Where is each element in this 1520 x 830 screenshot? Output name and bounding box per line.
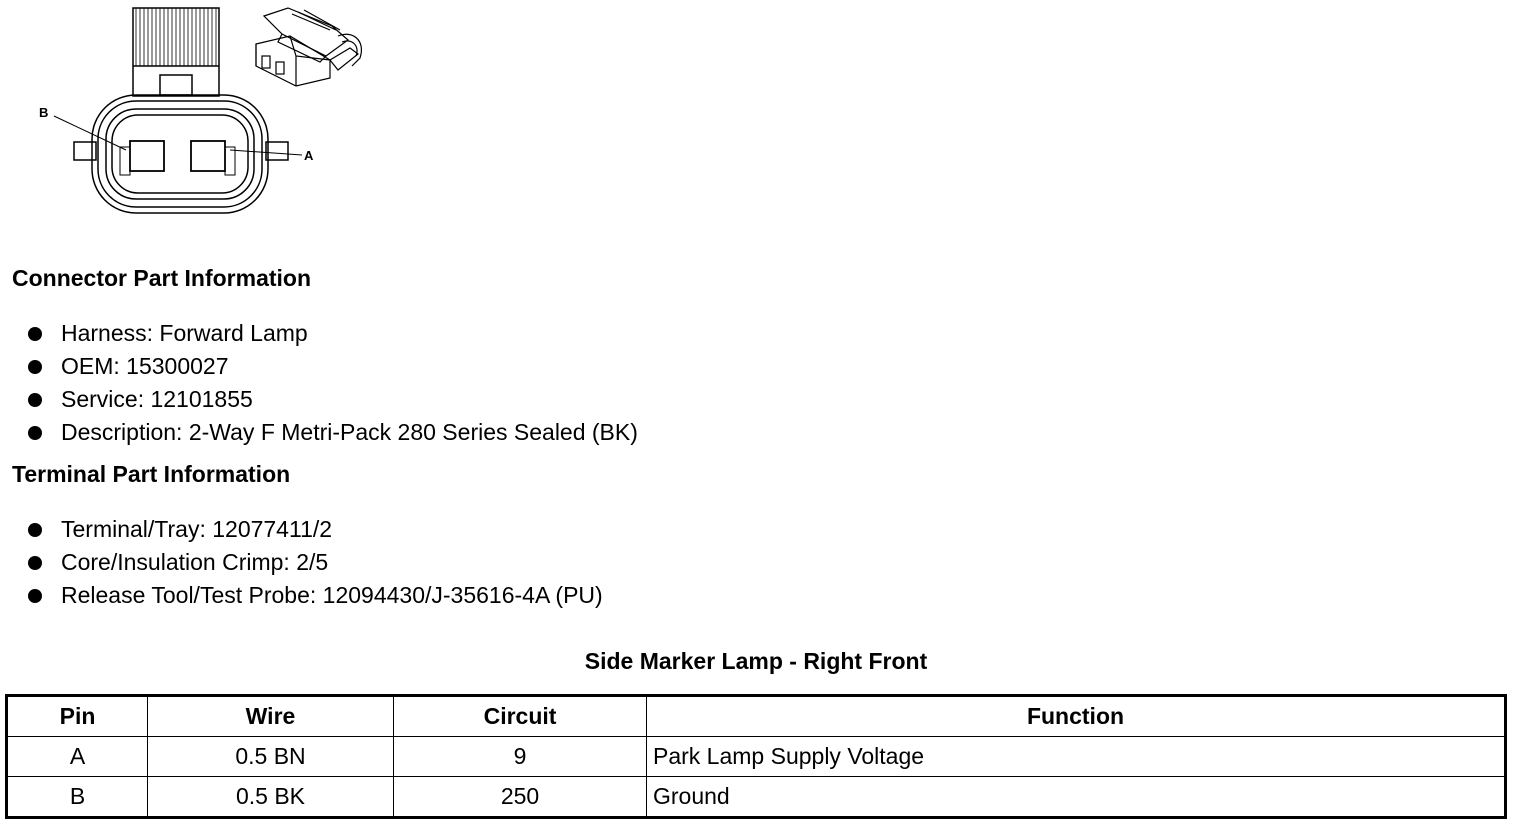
connector-diagram <box>30 0 370 220</box>
table-header-row <box>7 696 1506 737</box>
list-item <box>28 546 603 579</box>
harness-info: Harness: Forward Lamp <box>61 320 308 346</box>
pin-label-b: B <box>39 105 49 120</box>
bullet-icon <box>28 589 42 603</box>
description-info: Description: 2-Way F Metri-Pack 280 Series Sealed (BK) <box>61 419 638 445</box>
connector-isometric-view <box>256 8 361 86</box>
bullet-icon <box>28 393 42 407</box>
circuit-cell: 9 <box>394 737 647 777</box>
connector-face-view <box>54 8 302 213</box>
function-cell: Park Lamp Supply Voltage <box>647 737 1506 777</box>
connector-part-info-list <box>28 317 638 449</box>
terminal-part-info-list <box>28 513 603 612</box>
circuit-cell: 250 <box>394 777 647 818</box>
pin-cell: B <box>7 777 148 818</box>
column-header-circuit: Circuit <box>394 696 647 737</box>
wire-cell: 0.5 BK <box>148 777 394 818</box>
pin-cell: A <box>7 737 148 777</box>
wire-cell: 0.5 BN <box>148 737 394 777</box>
column-header-wire: Wire <box>148 696 394 737</box>
list-item <box>28 416 638 449</box>
bullet-icon <box>28 426 42 440</box>
terminal-tray-info: Terminal/Tray: 12077411/2 <box>61 516 333 542</box>
table-title: Side Marker Lamp - Right Front <box>584 648 928 674</box>
list-item <box>28 383 638 416</box>
pinout-table <box>5 694 1507 819</box>
service-info: Service: 12101855 <box>61 386 253 412</box>
crimp-info: Core/Insulation Crimp: 2/5 <box>61 549 329 575</box>
bullet-icon <box>28 327 42 341</box>
bullet-icon <box>28 556 42 570</box>
release-tool-info: Release Tool/Test Probe: 12094430/J-35616-4A (PU) <box>61 582 603 608</box>
oem-info: OEM: 15300027 <box>61 353 229 379</box>
list-item <box>28 579 603 612</box>
list-item <box>28 317 638 350</box>
list-item <box>28 350 638 383</box>
function-cell: Ground <box>647 777 1506 818</box>
table-row <box>7 737 1506 777</box>
connector-part-info-heading: Connector Part Information <box>12 265 312 291</box>
list-item <box>28 513 603 546</box>
bullet-icon <box>28 360 42 374</box>
column-header-function: Function <box>647 696 1506 737</box>
column-header-pin: Pin <box>7 696 148 737</box>
table-row <box>7 777 1506 818</box>
bullet-icon <box>28 523 42 537</box>
terminal-part-info-heading: Terminal Part Information <box>12 461 291 487</box>
pin-label-a: A <box>304 148 314 163</box>
